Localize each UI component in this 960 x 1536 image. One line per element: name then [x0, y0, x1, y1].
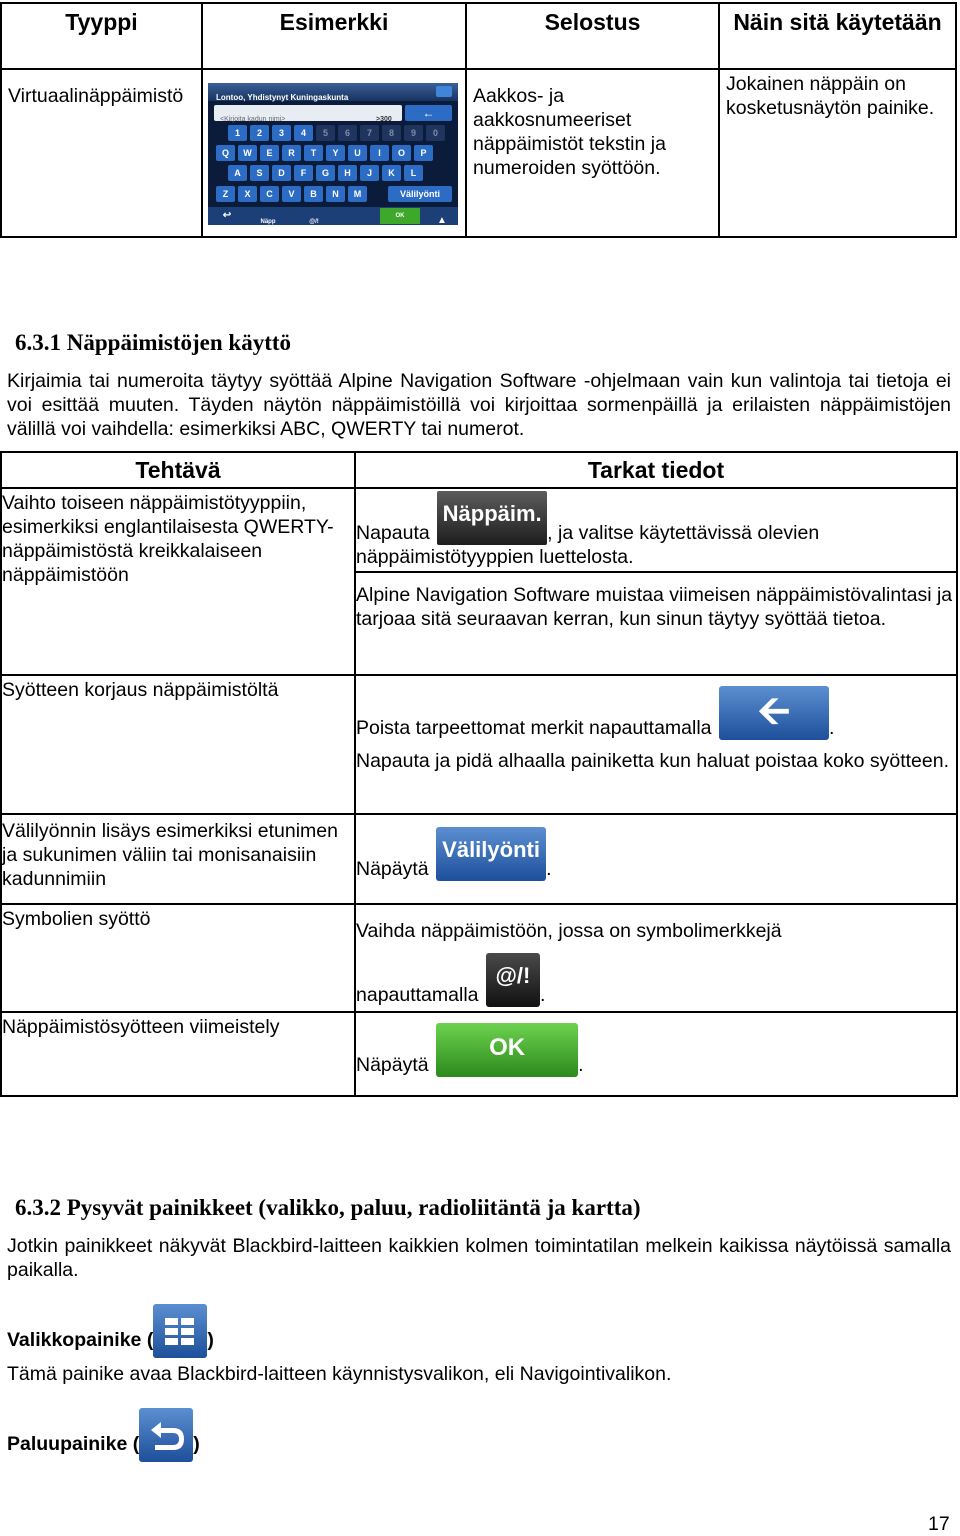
keyboard-key: N [326, 186, 345, 202]
detail-text: . [546, 858, 552, 880]
keyboard-key: J [360, 165, 379, 181]
ok-button: OK [436, 1023, 578, 1077]
keyboard-key: 6 [338, 125, 357, 141]
header-details: Tarkat tiedot [355, 452, 957, 488]
menu-button-close: ) [207, 1329, 214, 1351]
keyboard-key: G [316, 165, 335, 181]
backspace-button: 🡨 [719, 686, 829, 740]
keyboard-key: R [282, 145, 301, 161]
keyboard-key: P [414, 145, 433, 161]
detail-keyboard-memory: Alpine Navigation Software muistaa viimeisen näppäimistövalintasi ja tarjoaa sitä seuraavan kerran, kun sinun täytyy syöttää tietoa. [355, 572, 957, 675]
shift-icon: ▲ [437, 215, 447, 225]
keyboard-key: 1 [228, 125, 247, 141]
menu-icon [153, 1304, 207, 1358]
task-table [0, 451, 958, 1097]
symbols-button: @/! [486, 953, 540, 1007]
detail-text: Napauta [356, 522, 430, 544]
keyboard-key: 9 [404, 125, 423, 141]
section-heading-632: 6.3.2 Pysyvät painikkeet (valikko, paluu, radioliitäntä ja kartta) [15, 1195, 641, 1220]
keyboard-key: Y [326, 145, 345, 161]
header-usage: Näin sitä käytetään [719, 3, 956, 69]
menu-button-label: Valikkopainike ( [7, 1329, 154, 1351]
header-description: Selostus [466, 3, 719, 69]
detail-text: Vaihda näppäimistöön, jossa on symbolimerkkejä [356, 920, 782, 942]
keyboard-key: 3 [272, 125, 291, 141]
back-button-line [7, 1396, 200, 1456]
keyboard-key: I [370, 145, 389, 161]
keyboard-title: Lontoo, Yhdistynyt Kuningaskunta [216, 93, 349, 102]
back-button-label: Paluupainike ( [7, 1433, 140, 1455]
keyboard-key: M [348, 186, 367, 202]
keyboard-key: 4 [294, 125, 313, 141]
keyboard-key: 8 [382, 125, 401, 141]
detail-clear-all: Napauta ja pidä alhaalla painiketta kun haluat poistaa koko syötteen. [356, 750, 949, 772]
keyboard-key: E [260, 145, 279, 161]
section-heading-631: 6.3.1 Näppäimistöjen käyttö [15, 330, 292, 355]
detail-text: napauttamalla [356, 984, 479, 1006]
keyboard-key: A [228, 165, 247, 181]
task-correct-input: Syötteen korjaus näppäimistöltä [1, 675, 355, 814]
backspace-key: ← [405, 105, 452, 121]
keyboard-btn-symbols: @/! [309, 219, 319, 225]
keyboard-key: W [238, 145, 257, 161]
keyboard-type-table [0, 2, 957, 238]
menu-button-line [7, 1292, 214, 1352]
back-button-close: ) [193, 1433, 200, 1455]
space-key: Välilyönti [388, 186, 452, 202]
row-description: Aakkos- ja aakkosnumeeriset näppäimistöt tekstin ja numeroiden syöttöön. [473, 85, 666, 179]
task-finish-input: Näppäimistösyötteen viimeistely [1, 1012, 355, 1096]
keyboard-key: H [338, 165, 357, 181]
header-task: Tehtävä [1, 452, 355, 488]
detail-text: . [578, 1054, 584, 1076]
keyboard-key: T [304, 145, 323, 161]
keyboard-btn-ok: OK [380, 208, 420, 224]
detail-text: . [539, 984, 546, 1006]
keyboard-key: 5 [316, 125, 335, 141]
menu-button-description: Tämä painike avaa Blackbird-laitteen käynnistysvalikon, eli Navigointivalikon. [7, 1363, 672, 1385]
keyboard-key: V [282, 186, 301, 202]
keyboard-key: C [260, 186, 279, 202]
keyboard-key: X [238, 186, 257, 202]
task-symbol-input: Symbolien syöttö [1, 904, 355, 1012]
page-number: 17 [928, 1513, 950, 1535]
keyboard-placeholder: <Kirjoita kadun nimi> [220, 116, 286, 123]
keyboard-key: U [348, 145, 367, 161]
keyboard-key: 0 [426, 125, 445, 141]
header-example: Esimerkki [202, 3, 466, 69]
keyboard-key: D [272, 165, 291, 181]
keyboard-key: B [304, 186, 323, 202]
menu-icon [436, 86, 452, 97]
space-button: Välilyönti [436, 827, 546, 881]
keyboard-key: 2 [250, 125, 269, 141]
back-icon: ↩ [222, 210, 232, 221]
detail-text: Näpäytä [356, 858, 429, 880]
keyboard-key: L [404, 165, 423, 181]
section-paragraph-631: Kirjaimia tai numeroita täytyy syöttää Alpine Navigation Software -ohjelmaan vain kun valintoja tai tietoja ei voi esittää muuten. Täyden näytön näppäimistöillä voi kirjoittaa sormenpäillä ja erilaisten näppäimistöjen välillä voi vaihdella: esimerkiksi ABC, QWERTY tai numerot. [7, 370, 951, 440]
detail-text: . [828, 717, 835, 739]
detail-text: , ja valitse käytettävissä olevien näppäimistötyyppien luettelosta. [356, 522, 820, 568]
keyboard-key: Z [216, 186, 235, 202]
section-paragraph-632: Jotkin painikkeet näkyvät Blackbird-laitteen kaikkien kolmen toimintatilan melkein kaikissa näytöissä samalla paikalla. [7, 1235, 951, 1281]
nappaim-button: Näppäim. [437, 491, 547, 545]
keyboard-key: F [294, 165, 313, 181]
keyboard-key: K [382, 165, 401, 181]
header-type: Tyyppi [1, 3, 202, 69]
keyboard-btn-napp: Näpp [260, 219, 276, 225]
keyboard-key: O [392, 145, 411, 161]
row-usage: Jokainen näppäin on kosketusnäytön painike. [726, 73, 935, 119]
back-icon [139, 1408, 193, 1462]
keyboard-count: >300 [376, 116, 392, 123]
detail-text: Poista tarpeettomat merkit napauttamalla [356, 717, 712, 739]
detail-text: Näpäytä [356, 1054, 429, 1076]
keyboard-key: S [250, 165, 269, 181]
virtual-keyboard-example [208, 83, 458, 225]
row-type: Virtuaalinäppäimistö [8, 85, 184, 107]
keyboard-key: Q [216, 145, 235, 161]
task-add-space: Välilyönnin lisäys esimerkiksi etunimen ja sukunimen väliin tai monisanaisiin kadunnimiin [1, 814, 355, 904]
task-keyboard-switch: Vaihto toiseen näppäimistötyyppiin, esimerkiksi englantilaisesta QWERTY-näppäimistöstä kreikkalaiseen näppäimistöön [1, 488, 355, 675]
keyboard-key: 7 [360, 125, 379, 141]
